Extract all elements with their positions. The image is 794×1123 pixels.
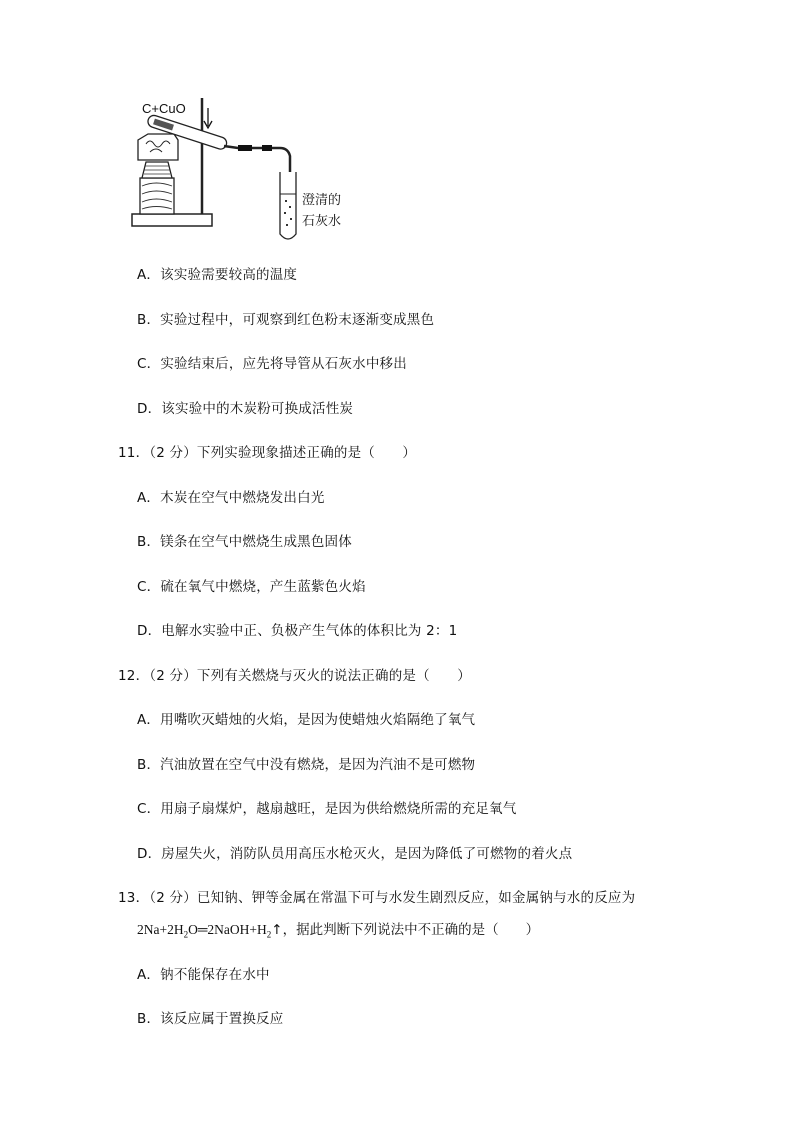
- eq-sub-2: 2: [266, 929, 272, 940]
- q13-equation-line: [137, 918, 539, 940]
- q13-stem: 13．（2 分）已知钠、钾等金属在常温下可与水发生剧烈反应，如金属钠与水的反应为: [118, 890, 636, 906]
- q10-option-d: D．该实验中的木炭粉可换成活性炭: [137, 401, 354, 417]
- q13-option-a: A．钠不能保存在水中: [137, 967, 270, 983]
- limewater-label: [302, 190, 341, 232]
- q11-option-b: B．镁条在空气中燃烧生成黑色固体: [137, 534, 352, 550]
- eq-part-c: ↑，据此判断下列说法中不正确的是（ ）: [271, 922, 540, 938]
- q12-option-b: B．汽油放置在空气中没有燃烧，是因为汽油不是可燃物: [137, 757, 476, 773]
- limewater-label-line2: 石灰水: [302, 214, 342, 229]
- q12-option-d: D．房屋失火，消防队员用高压水枪灭火，是因为降低了可燃物的着火点: [137, 846, 573, 862]
- eq-part-a: 2Na+2H: [137, 922, 184, 937]
- q11-stem: 11．（2 分）下列实验现象描述正确的是（ ）: [118, 445, 417, 461]
- q10-option-c: C．实验结束后，应先将导管从石灰水中移出: [137, 356, 407, 372]
- q11-option-c: C．硫在氧气中燃烧，产生蓝紫色火焰: [137, 579, 366, 595]
- q13-option-b: B．该反应属于置换反应: [137, 1011, 284, 1027]
- q12-option-a: A．用嘴吹灭蜡烛的火焰，是因为使蜡烛火焰隔绝了氧气: [137, 712, 476, 728]
- q12-stem: 12．（2 分）下列有关燃烧与灭火的说法正确的是（ ）: [118, 668, 471, 684]
- eq-sub-1: 2: [183, 929, 189, 940]
- q12-option-c: C．用扇子扇煤炉，越扇越旺，是因为供给燃烧所需的充足氧气: [137, 801, 517, 817]
- q11-option-a: A．木炭在空气中燃烧发出白光: [137, 490, 325, 506]
- reactant-label: C+CuO: [142, 101, 186, 116]
- q11-option-d: D．电解水实验中正、负极产生气体的体积比为 2：1: [137, 623, 458, 639]
- q10-option-b: B．实验过程中，可观察到红色粉末逐渐变成黑色: [137, 312, 435, 328]
- q10-option-a: A．该实验需要较高的温度: [137, 267, 298, 283]
- limewater-label-line1: 澄清的: [302, 193, 342, 208]
- eq-part-b: O═2NaOH+H: [188, 922, 267, 937]
